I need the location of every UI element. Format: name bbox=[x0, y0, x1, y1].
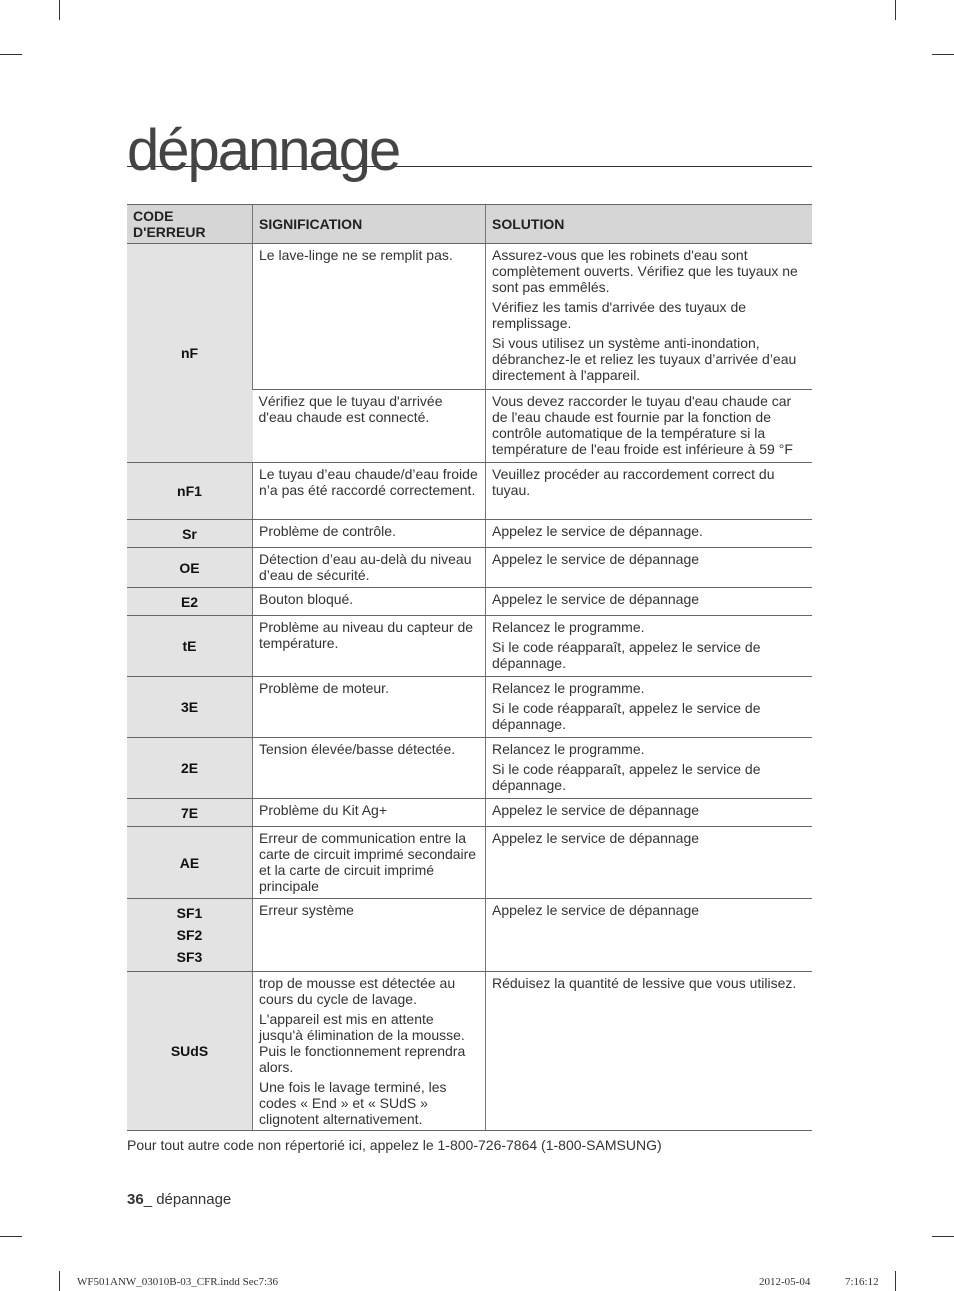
error-code-table bbox=[127, 204, 812, 1131]
table-row bbox=[127, 827, 812, 899]
error-code: nF bbox=[127, 244, 253, 463]
table-row bbox=[127, 588, 812, 616]
solution-text: Relancez le programme. bbox=[492, 741, 645, 757]
page-number: 36 bbox=[127, 1191, 144, 1208]
signification-text: Erreur système bbox=[259, 902, 354, 918]
solution-text: Si le code réapparaît, appelez le service de dépannage. bbox=[492, 700, 761, 732]
table-row bbox=[127, 738, 812, 799]
signification-text: Problème de moteur. bbox=[259, 680, 389, 696]
header-code: CODE D'ERREUR bbox=[127, 205, 253, 244]
error-code: OE bbox=[127, 548, 253, 588]
crop-mark bbox=[0, 54, 22, 55]
error-code: nF1 bbox=[127, 463, 253, 520]
error-code: SUdS bbox=[127, 972, 253, 1131]
title-rule bbox=[127, 108, 812, 183]
crop-mark bbox=[932, 1236, 954, 1237]
signification-text: Le tuyau d’eau chaude/d’eau froide n’a pas été raccordé correctement. bbox=[259, 466, 478, 498]
signification-text: Une fois le lavage terminé, les codes « End » et « SUdS » clignotent alternativement. bbox=[259, 1079, 447, 1127]
page-number-line bbox=[127, 1191, 231, 1208]
error-code: Sr bbox=[127, 520, 253, 548]
solution-text: Appelez le service de dépannage bbox=[492, 830, 700, 846]
slug-time: 7:16:12 bbox=[845, 1276, 879, 1288]
table-row bbox=[127, 799, 812, 827]
header-signification: SIGNIFICATION bbox=[253, 205, 486, 244]
table-row bbox=[127, 616, 812, 677]
solution-text: Appelez le service de dépannage bbox=[492, 591, 700, 607]
crop-mark bbox=[895, 1271, 896, 1291]
signification-text: Problème de contrôle. bbox=[259, 523, 396, 539]
signification-text: Bouton bloqué. bbox=[259, 591, 354, 607]
table-row bbox=[127, 972, 812, 1131]
error-code: 7E bbox=[127, 799, 253, 827]
solution-text: Veuillez procéder au raccordement correct du tuyau. bbox=[492, 466, 775, 498]
table-row bbox=[127, 463, 812, 520]
crop-mark bbox=[59, 0, 60, 20]
signification-text: Détection d’eau au-delà du niveau d’eau de sécurité. bbox=[259, 551, 472, 583]
error-code: SF1 bbox=[176, 905, 203, 921]
signification-text: Problème du Kit Ag+ bbox=[259, 802, 388, 818]
page-title: dépannage bbox=[127, 118, 400, 183]
slug-file: WF501ANW_03010B-03_CFR.indd Sec7:36 bbox=[77, 1276, 279, 1288]
crop-mark bbox=[59, 1271, 60, 1291]
crop-mark bbox=[895, 0, 896, 20]
solution-text: Vérifiez les tamis d'arrivée des tuyaux de remplissage. bbox=[492, 299, 747, 331]
solution-text: Vous devez raccorder le tuyau d'eau chaude car de l'eau chaude est fournie par la fonction de contrôle automatique de la température si la température de l'eau froide est inférieure à 59 °F bbox=[492, 393, 793, 457]
table-row bbox=[127, 899, 812, 972]
table-header-row bbox=[127, 205, 812, 244]
error-code: E2 bbox=[127, 588, 253, 616]
signification-text: Tension élevée/basse détectée. bbox=[259, 741, 456, 757]
footer-note: Pour tout autre code non répertorié ici, appelez le 1-800-726-7864 (1-800-SAMSUNG) bbox=[127, 1137, 662, 1153]
table-row bbox=[127, 244, 812, 390]
crop-mark bbox=[0, 1236, 22, 1237]
solution-text: Assurez-vous que les robinets d'eau sont complètement ouverts. Vérifiez que les tuyaux ne sont pas emmêlés. bbox=[492, 247, 798, 295]
error-code-group bbox=[127, 899, 253, 972]
signification-text: L'appareil est mis en attente jusqu'à élimination de la mousse. Puis le fonctionnement reprendra alors. bbox=[259, 1011, 466, 1075]
error-code: AE bbox=[127, 827, 253, 899]
crop-mark bbox=[932, 54, 954, 55]
solution-text: Relancez le programme. bbox=[492, 619, 645, 635]
solution-text: Si le code réapparaît, appelez le service de dépannage. bbox=[492, 639, 761, 671]
solution-text: Appelez le service de dépannage bbox=[492, 551, 700, 567]
error-code: SF3 bbox=[176, 949, 203, 965]
signification-text: Vérifiez que le tuyau d'arrivée d'eau chaude est connecté. bbox=[258, 393, 443, 425]
signification-text: Le lave-linge ne se remplit pas. bbox=[259, 247, 453, 263]
solution-text: Appelez le service de dépannage. bbox=[492, 523, 703, 539]
header-solution: SOLUTION bbox=[486, 205, 813, 244]
table-row bbox=[127, 677, 812, 738]
table-row bbox=[127, 548, 812, 588]
signification-text: trop de mousse est détectée au cours du cycle de lavage. bbox=[259, 975, 456, 1007]
solution-text: Si le code réapparaît, appelez le service de dépannage. bbox=[492, 761, 761, 793]
page-label: _ dépannage bbox=[143, 1191, 232, 1208]
solution-text: Appelez le service de dépannage bbox=[492, 802, 700, 818]
error-code: 2E bbox=[127, 738, 253, 799]
solution-text: Si vous utilisez un système anti-inondation, débranchez-le et reliez les tuyaux d’arrivée d’eau directement à l'appareil. bbox=[492, 335, 797, 383]
error-code: 3E bbox=[127, 677, 253, 738]
solution-text: Appelez le service de dépannage bbox=[492, 902, 700, 918]
solution-text: Relancez le programme. bbox=[492, 680, 645, 696]
solution-text: Réduisez la quantité de lessive que vous utilisez. bbox=[492, 975, 797, 991]
error-code: tE bbox=[127, 616, 253, 677]
signification-text: Erreur de communication entre la carte de circuit imprimé secondaire et la carte de circuit imprimé principale bbox=[259, 830, 477, 894]
error-code: SF2 bbox=[176, 927, 203, 943]
signification-text: Problème au niveau du capteur de température. bbox=[259, 619, 474, 651]
slug-date: 2012-05-04 bbox=[759, 1276, 811, 1288]
table-row bbox=[127, 520, 812, 548]
